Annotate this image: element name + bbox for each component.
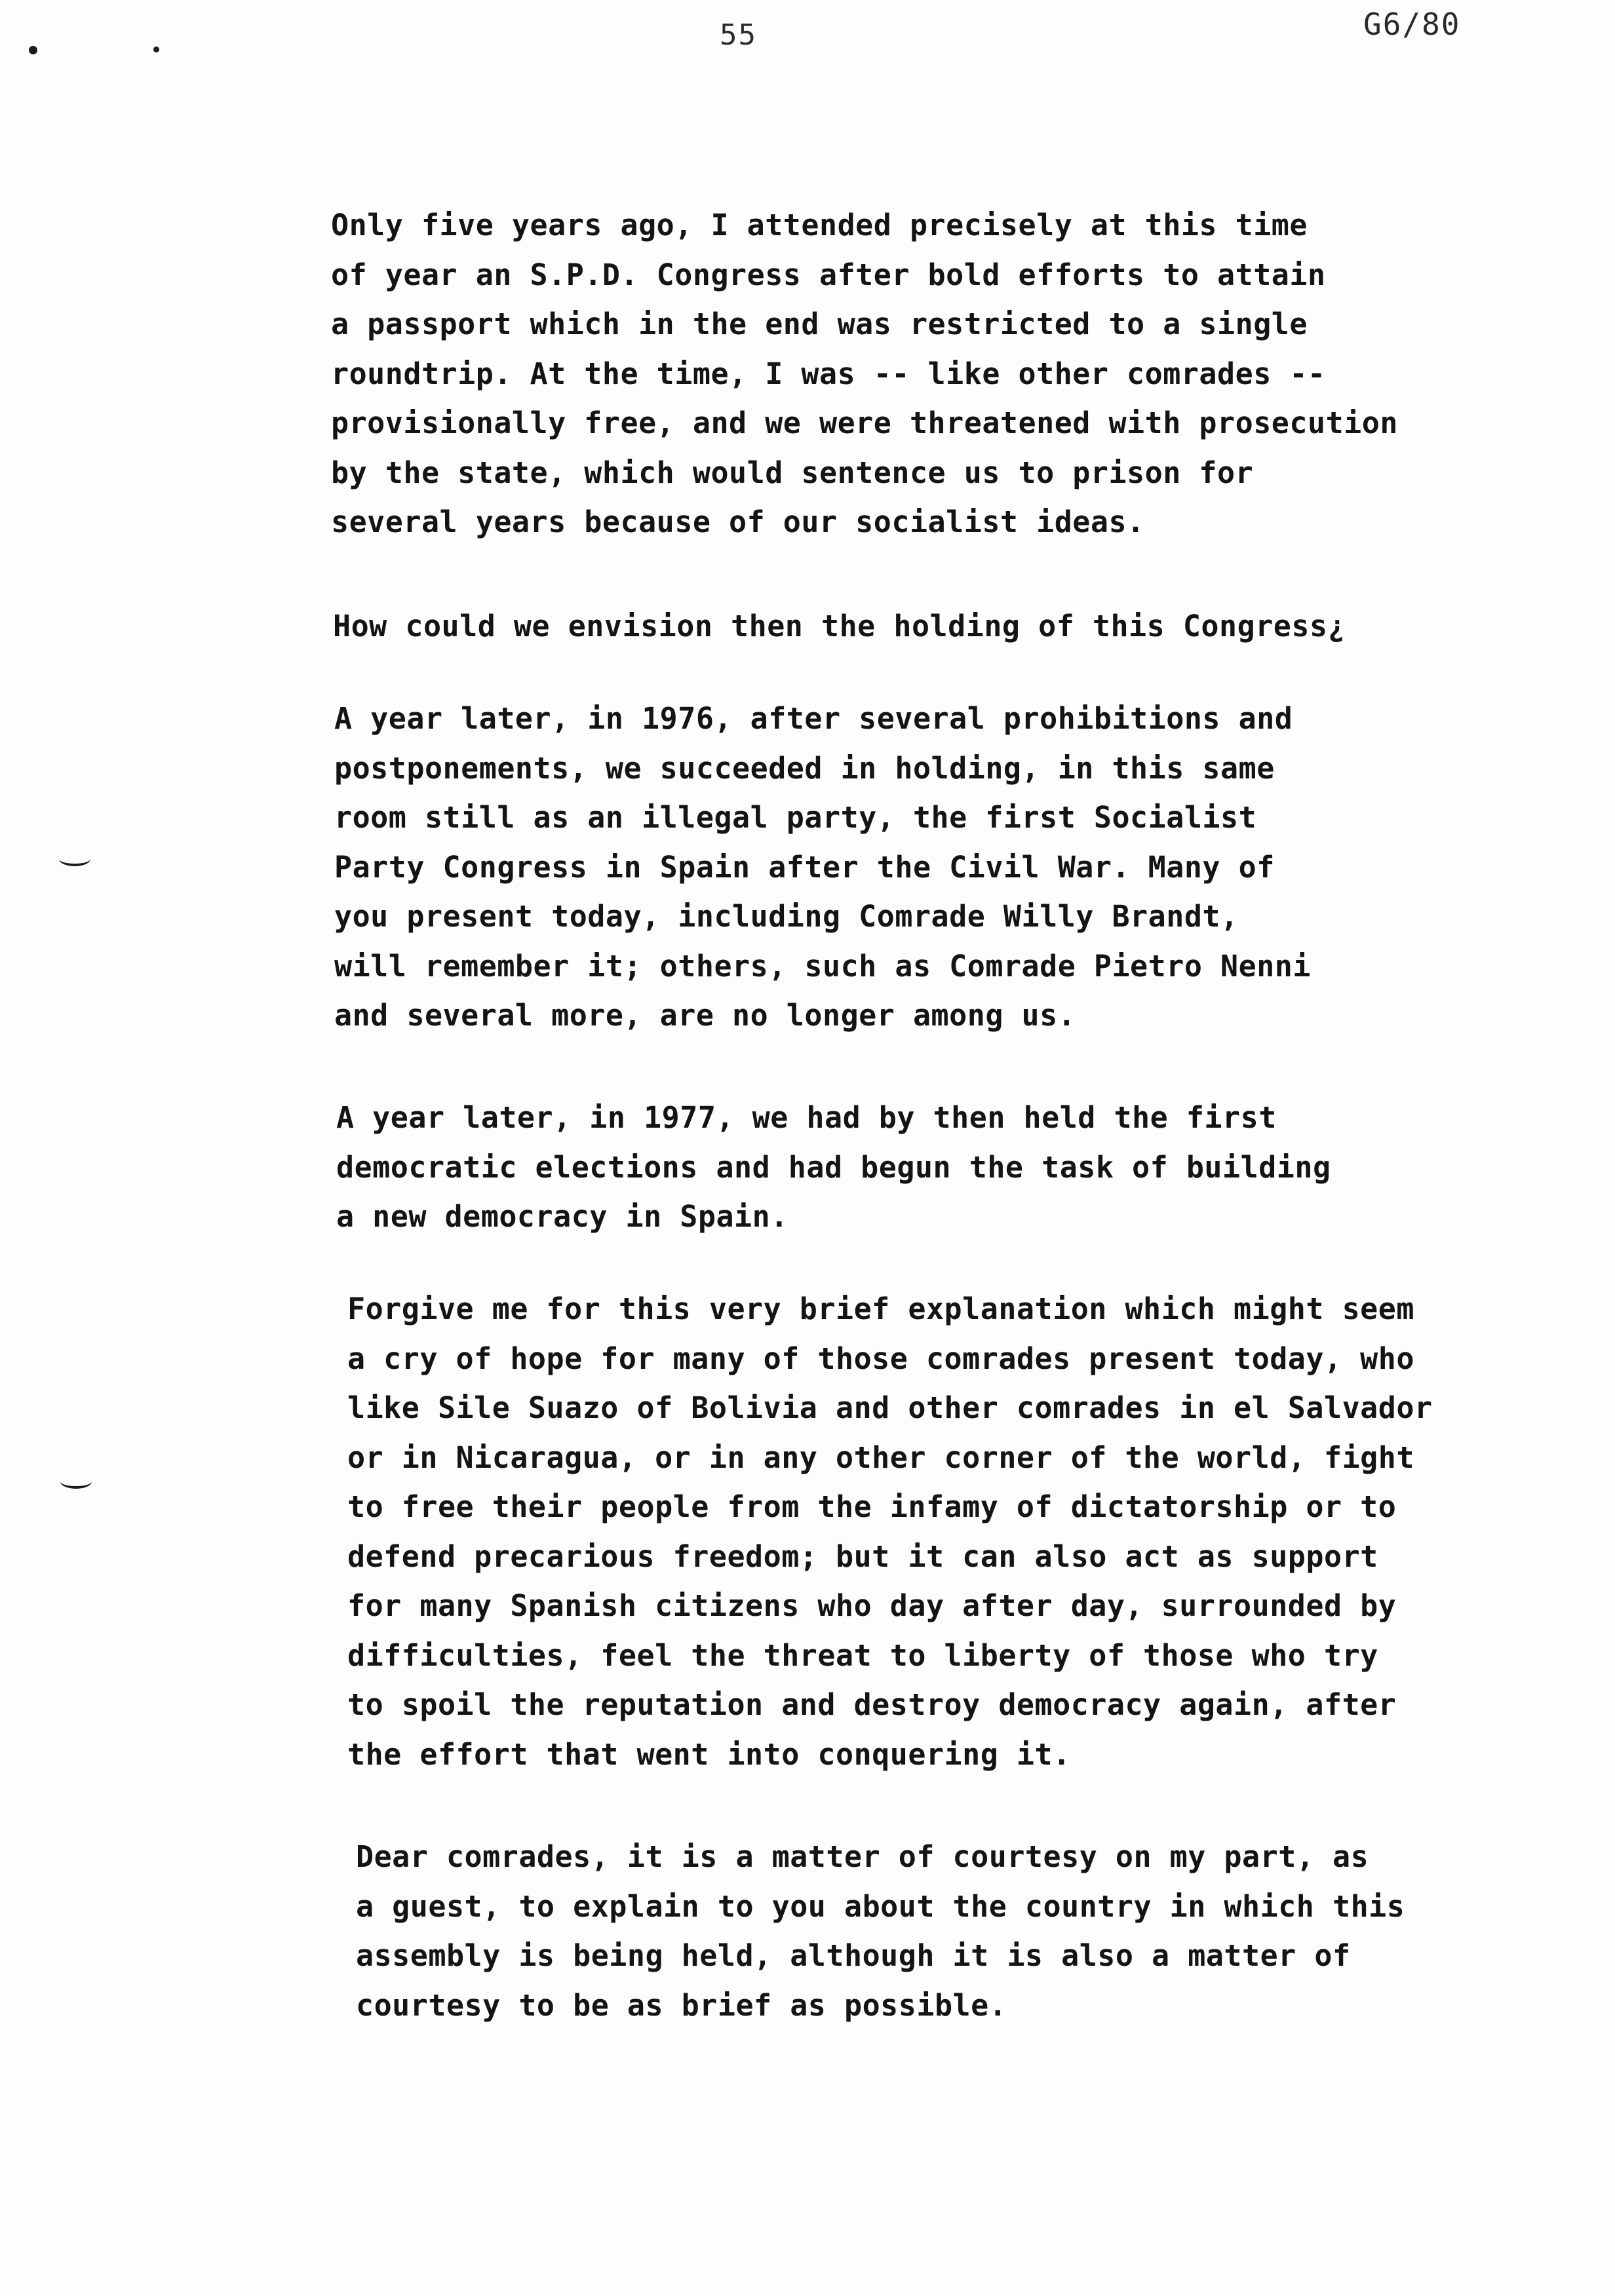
- text-line: difficulties, feel the threat to liberty of those who try: [347, 1637, 1378, 1673]
- page-number: 55: [720, 18, 757, 52]
- text-line: a guest, to explain to you about the country in which this: [356, 1888, 1405, 1924]
- text-line: you present today, including Comrade Willy Brandt,: [334, 899, 1239, 934]
- paragraph: [347, 1284, 1433, 1779]
- text-line: to free their people from the infamy of dictatorship or to: [347, 1489, 1397, 1524]
- margin-dot: [29, 46, 37, 54]
- text-line: or in Nicaragua, or in any other corner of the world, fight: [347, 1440, 1414, 1475]
- margin-tick-mark: [59, 852, 90, 866]
- text-line: a cry of hope for many of those comrades present today, who: [347, 1341, 1414, 1376]
- text-line: roundtrip. At the time, I was -- like other comrades --: [331, 356, 1326, 391]
- text-line: of year an S.P.D. Congress after bold efforts to attain: [331, 257, 1326, 292]
- text-line: for many Spanish citizens who day after day, surrounded by: [347, 1588, 1397, 1623]
- text-line: defend precarious freedom; but it can also act as support: [347, 1539, 1378, 1574]
- text-line: Forgive me for this very brief explanation which might seem: [347, 1292, 1414, 1326]
- text-line: a new democracy in Spain.: [336, 1199, 788, 1234]
- text-line: will remember it; others, such as Comrade Pietro Nenni: [334, 948, 1311, 984]
- paragraph: [331, 201, 1398, 547]
- margin-dot: [153, 47, 159, 52]
- text-line: democratic elections and had begun the task of building: [336, 1149, 1331, 1185]
- margin-tick-mark: [60, 1474, 92, 1489]
- text-line: A year later, in 1977, we had by then held the first: [336, 1100, 1277, 1135]
- text-line: Dear comrades, it is a matter of courtesy on my part, as: [356, 1839, 1369, 1874]
- text-line: Party Congress in Spain after the Civil War. Many of: [334, 849, 1275, 885]
- text-line: provisionally free, and we were threatened with prosecution: [331, 406, 1398, 440]
- text-line: a passport which in the end was restricted to a single: [331, 307, 1308, 341]
- text-line: Only five years ago, I attended precisely at this time: [331, 208, 1308, 242]
- document-reference: G6/80: [1363, 7, 1461, 42]
- text-line: the effort that went into conquering it.: [347, 1736, 1071, 1772]
- text-line: assembly is being held, although it is also a matter of: [356, 1938, 1351, 1973]
- text-line: postponements, we succeeded in holding, in this same: [334, 750, 1275, 786]
- paragraph: [334, 694, 1311, 1041]
- paragraph: [333, 602, 1346, 651]
- text-line: like Sile Suazo of Bolivia and other comrades in el Salvador: [347, 1390, 1433, 1425]
- text-line: by the state, which would sentence us to prison for: [331, 455, 1254, 490]
- paragraph: [336, 1093, 1331, 1242]
- text-line: several years because of our socialist ideas.: [331, 505, 1145, 539]
- text-line: and several more, are no longer among us.: [334, 998, 1076, 1033]
- text-line: A year later, in 1976, after several prohibitions and: [334, 701, 1293, 736]
- text-line: How could we envision then the holding of this Congress¿: [333, 609, 1346, 643]
- paragraph: [356, 1832, 1405, 2030]
- text-line: room still as an illegal party, the first Socialist: [334, 800, 1257, 835]
- text-line: to spoil the reputation and destroy democracy again, after: [347, 1687, 1397, 1722]
- text-line: courtesy to be as brief as possible.: [356, 1987, 1007, 2023]
